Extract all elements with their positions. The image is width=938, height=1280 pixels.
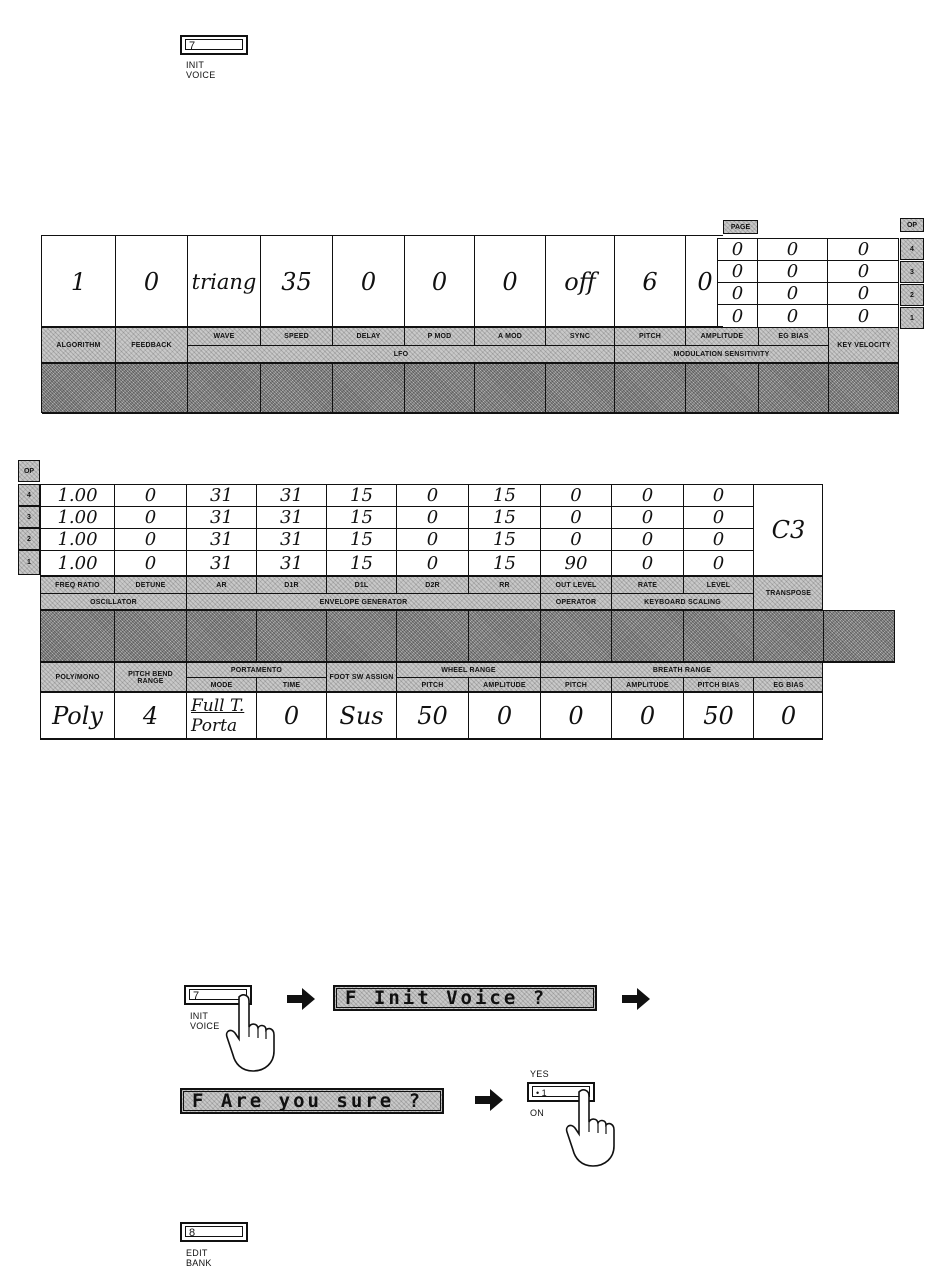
pressing-finger-icon [225, 993, 287, 1073]
header-speed: SPEED [261, 328, 333, 346]
freq-ratio-cell: 1.00 [41, 507, 115, 529]
edit-bank-key-number: 8 [185, 1226, 243, 1237]
voice-values-row [41, 235, 723, 327]
sens-cell: 0 [758, 283, 828, 305]
edit-bank-key-label: EDIT BANK [186, 1248, 212, 1268]
rate-cell: 0 [612, 551, 684, 575]
freq-ratio-cell: 1.00 [41, 551, 115, 575]
sensitivity-grid [717, 238, 899, 328]
header-pmod: P MOD [405, 328, 475, 346]
header-poly-mono: POLY/MONO [41, 663, 115, 693]
pitch-sens-value: 6 [615, 236, 686, 328]
breath-eg-bias-value: 0 [754, 693, 823, 739]
sens-cell: 0 [828, 283, 899, 305]
op-values-grid [40, 484, 823, 576]
d1l-cell: 15 [327, 551, 397, 575]
range-cell [42, 364, 116, 414]
op-range-cell [684, 611, 754, 663]
header-delay: DELAY [333, 328, 405, 346]
lfo-speed-value: 35 [261, 236, 333, 328]
header-transpose: TRANSPOSE [754, 577, 823, 611]
d1l-cell: 15 [327, 485, 397, 507]
header-breath-group: BREATH RANGE [541, 663, 823, 678]
d1r-cell: 31 [257, 485, 327, 507]
amplitude-value: 0 [686, 236, 724, 328]
header-ar: AR [187, 577, 257, 594]
header-level: LEVEL [684, 577, 754, 594]
header-feedback: FEEDBACK [116, 328, 188, 364]
range-cell [188, 364, 261, 414]
porta-mode-line1: Full T. [191, 695, 245, 716]
init-voice-key[interactable] [180, 35, 248, 55]
page-header: PAGE [723, 220, 758, 234]
sens-cell: 0 [828, 261, 899, 283]
algorithm-value: 1 [42, 236, 116, 328]
sens-cell: 0 [758, 261, 828, 283]
d1r-cell: 31 [257, 529, 327, 551]
op-range-band [40, 610, 895, 662]
voice-op-label: 2 [900, 284, 924, 306]
op-range-cell [824, 611, 895, 663]
header-pitch-bend-range: PITCH BEND RANGE [115, 663, 187, 693]
op-range-cell [115, 611, 187, 663]
voice-op-label: 4 [900, 238, 924, 260]
voice-op-header: OP [900, 218, 924, 232]
transpose-value: C3 [771, 516, 806, 544]
detune-cell: 0 [115, 485, 187, 507]
porta-mode-value [187, 693, 257, 739]
header-porta-time: TIME [257, 678, 327, 693]
level-cell: 0 [684, 551, 754, 575]
level-cell: 0 [684, 485, 754, 507]
lfo-pmd-value: 0 [405, 236, 475, 328]
detune-cell: 0 [115, 529, 187, 551]
foot-sw-value: Sus [327, 693, 397, 739]
wheel-amplitude-value: 0 [469, 693, 541, 739]
sens-cell: 0 [758, 305, 828, 327]
porta-mode-line2: Porta [191, 715, 238, 736]
rate-cell: 0 [612, 485, 684, 507]
sens-cell: 0 [718, 261, 758, 283]
header-key-velocity: KEY VELOCITY [829, 328, 899, 364]
freq-ratio-cell: 1.00 [41, 529, 115, 551]
ar-cell: 31 [187, 507, 257, 529]
header-breath-pitch-bias: PITCH BIAS [684, 678, 754, 693]
range-cell [333, 364, 405, 414]
ar-cell: 31 [187, 529, 257, 551]
voice-range-band [41, 363, 899, 413]
d2r-cell: 0 [397, 551, 469, 575]
range-cell [686, 364, 759, 414]
op-range-cell [187, 611, 257, 663]
header-portamento-group: PORTAMENTO [187, 663, 327, 678]
header-wheel-pitch: PITCH [397, 678, 469, 693]
header-eg-bias: EG BIAS [759, 328, 829, 346]
d2r-cell: 0 [397, 507, 469, 529]
op-range-cell [541, 611, 612, 663]
wheel-pitch-value: 50 [397, 693, 469, 739]
header-algorithm: ALGORITHM [42, 328, 116, 364]
rr-cell: 15 [469, 551, 541, 575]
arrow-right-icon [475, 1089, 503, 1111]
feedback-value: 0 [116, 236, 188, 328]
range-cell [546, 364, 615, 414]
arrow-right-icon [287, 988, 315, 1010]
ar-cell: 31 [187, 485, 257, 507]
lcd-init-voice [333, 985, 597, 1011]
header-amplitude: AMPLITUDE [686, 328, 759, 346]
lcd-are-you-sure [180, 1088, 444, 1114]
d1r-cell: 31 [257, 507, 327, 529]
rate-cell: 0 [612, 507, 684, 529]
range-cell [759, 364, 829, 414]
header-rr: RR [469, 577, 541, 594]
voice-header-band [41, 327, 899, 363]
range-cell [261, 364, 333, 414]
header-wave: WAVE [188, 328, 261, 346]
pitch-bend-value: 4 [115, 693, 187, 739]
lfo-delay-value: 0 [333, 236, 405, 328]
breath-pitch-bias-value: 50 [684, 693, 754, 739]
yes-label: YES [530, 1069, 549, 1079]
sens-cell: 0 [718, 239, 758, 261]
perf-header-band [40, 662, 823, 692]
ar-cell: 31 [187, 551, 257, 575]
lfo-wave-value: triang [188, 236, 261, 328]
op-range-cell [327, 611, 397, 663]
d2r-cell: 0 [397, 485, 469, 507]
sens-cell: 0 [857, 305, 870, 327]
poly-mono-value: Poly [41, 693, 115, 739]
header-wheel-amplitude: AMPLITUDE [469, 678, 541, 693]
header-detune: DETUNE [115, 577, 187, 594]
op-range-cell [397, 611, 469, 663]
d1l-cell: 15 [327, 507, 397, 529]
header-oscillator-group: OSCILLATOR [41, 594, 187, 611]
header-operator-group: OPERATOR [541, 594, 612, 611]
pressing-finger-icon [565, 1088, 627, 1168]
header-d2r: D2R [397, 577, 469, 594]
op-label: 4 [18, 484, 40, 506]
breath-amplitude-value: 0 [612, 693, 684, 739]
voice-op-label: 3 [900, 261, 924, 283]
op-label: 2 [18, 528, 40, 550]
op-label: 3 [18, 506, 40, 528]
header-sync: SYNC [546, 328, 615, 346]
range-cell [615, 364, 686, 414]
header-freq-ratio: FREQ RATIO [41, 577, 115, 594]
range-cell [829, 364, 899, 414]
level-cell: 0 [684, 507, 754, 529]
sens-cell: 0 [828, 239, 899, 261]
header-breath-amplitude: AMPLITUDE [612, 678, 684, 693]
detune-cell: 0 [115, 507, 187, 529]
yes-button-text: • 1 [532, 1086, 590, 1097]
header-breath-eg-bias: EG BIAS [754, 678, 823, 693]
level-cell: 0 [684, 529, 754, 551]
header-rate: RATE [612, 577, 684, 594]
d2r-cell: 0 [397, 529, 469, 551]
lcd-are-you-sure-text: F Are you sure ? [183, 1091, 441, 1111]
detune-cell: 0 [115, 551, 187, 575]
op-range-cell [469, 611, 541, 663]
header-pitch: PITCH [615, 328, 686, 346]
header-mod-group: MODULATION SENSITIVITY [615, 346, 829, 364]
header-out-level: OUT LEVEL [541, 577, 612, 594]
procedure-key-number: 7 [189, 989, 247, 1000]
rate-cell: 0 [612, 529, 684, 551]
init-voice-key-number: 7 [185, 39, 243, 50]
op-range-cell [754, 611, 824, 663]
sens-cell: 0 [718, 283, 758, 305]
voice-op-label: 1 [900, 307, 924, 329]
sens-cell: 0 [758, 239, 828, 261]
on-label: ON [530, 1108, 545, 1118]
d1r-cell: 31 [257, 551, 327, 575]
out-level-cell: 0 [541, 485, 612, 507]
op-range-cell [257, 611, 327, 663]
header-porta-mode: MODE [187, 678, 257, 693]
rr-cell: 15 [469, 507, 541, 529]
porta-time-value: 0 [257, 693, 327, 739]
breath-pitch-value: 0 [541, 693, 612, 739]
op-range-cell [612, 611, 684, 663]
header-lfo-group: LFO [188, 346, 615, 364]
header-kbd-group: KEYBOARD SCALING [612, 594, 754, 611]
arrow-right-icon [622, 988, 650, 1010]
rr-cell: 15 [469, 485, 541, 507]
header-d1l: D1L [327, 577, 397, 594]
range-cell [116, 364, 188, 414]
out-level-cell: 0 [541, 507, 612, 529]
lcd-init-voice-text: F Init Voice ? [336, 988, 594, 1008]
header-foot-sw-assign: FOOT SW ASSIGN [327, 663, 397, 693]
edit-bank-key[interactable] [180, 1222, 248, 1242]
d1l-cell: 15 [327, 529, 397, 551]
init-voice-key-label: INIT VOICE [186, 60, 216, 80]
op-range-cell [41, 611, 115, 663]
procedure-key-label: INIT VOICE [190, 1011, 220, 1031]
header-eg-group: ENVELOPE GENERATOR [187, 594, 541, 611]
header-amod: A MOD [475, 328, 546, 346]
range-cell [405, 364, 475, 414]
lfo-amd-value: 0 [475, 236, 546, 328]
op-label: 1 [18, 550, 40, 575]
range-cell [475, 364, 546, 414]
header-wheel-group: WHEEL RANGE [397, 663, 541, 678]
sens-cell: 0 [718, 305, 758, 327]
header-d1r: D1R [257, 577, 327, 594]
lfo-sync-value: off [546, 236, 615, 328]
op-header-band [40, 576, 823, 610]
perf-values-row [40, 692, 823, 740]
freq-ratio-cell: 1.00 [41, 485, 115, 507]
header-breath-pitch: PITCH [541, 678, 612, 693]
rr-cell: 15 [469, 529, 541, 551]
out-level-cell: 90 [541, 551, 612, 575]
op-header: OP [18, 460, 40, 482]
out-level-cell: 0 [541, 529, 612, 551]
